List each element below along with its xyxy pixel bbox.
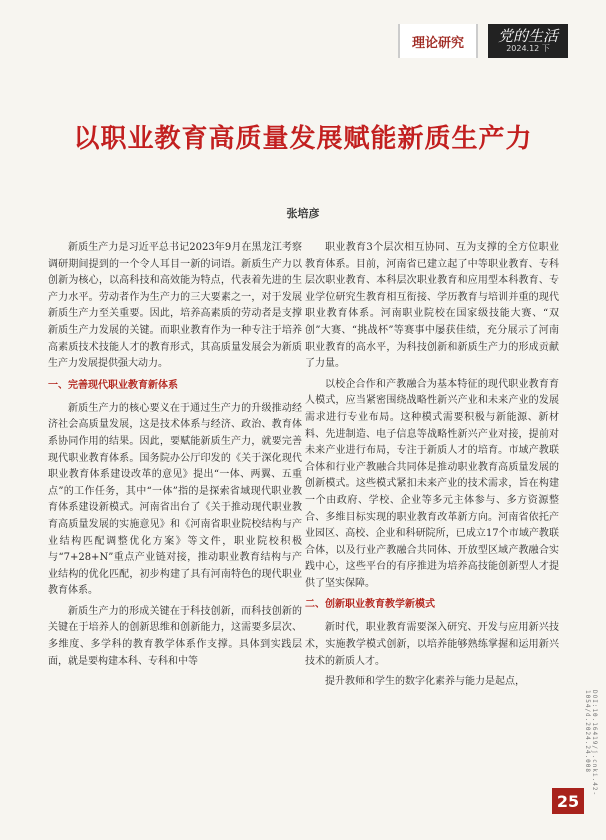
- paragraph: 以校企合作和产教融合为基本特征的现代职业教育育人模式，应当紧密围绕战略性新兴产业和未来产业的发展需求进行专业布局。这种模式需要积极与新能源、新材料、先进制造、电子信息等战略性新兴产业对接，提前对未来产业进行布局，专注于新质人才的培育。市域产教联合体和行业产教融合共同体是推动职业教育高质量发展的创新模式。这些模式紧扣未来产业的技术需求，旨在构建一个由政府、学校、企业等多元主体参与、多方资源整合、多维目标实现的职业教育改革新方向。河南省依托产业园区、高校、企业和科研院所，已成立17个市域产教联合体，以及行业产教融合共同体、开放型区域产教融合实践中心，这些平台的有序推进为培养高技能创新型人才提供了坚实保障。: [305, 378, 559, 589]
- paragraph: 新时代，职业教育需要深入研究、开发与应用新兴技术，实施教学模式创新，以培养能够熟练掌握和运用新兴技术的新质人才。: [305, 622, 559, 667]
- article-author: 张培彦: [286, 207, 320, 220]
- right-column: [305, 240, 559, 695]
- article-title: 以职业教育高质量发展赋能新质生产力: [73, 124, 533, 154]
- side-code: DOI:10.16419/j.cnki.42-1054/d.2024.24.008: [584, 690, 598, 797]
- section-heading: 一、完善现代职业教育新体系: [48, 379, 178, 391]
- page-header: [398, 24, 568, 58]
- issue-label: 2024.12 下: [506, 44, 550, 53]
- paragraph: 新质生产力是习近平总书记2023年9月在黑龙江考察调研期间提到的一个令人耳目一新的词语。新质生产力以创新为核心，以高科技和高效能为特点，代表着先进的生产力水平。劳动者作为生产力的三大要素之一，对于发展新质生产力至关重要。因此，培养高素质的劳动者是支撑新质生产力发展的关键。而职业教育作为一种专注于培养高素质技术技能人才的教育形式，其高质量发展会为新质生产力发展提供强大动力。: [48, 242, 302, 370]
- paragraph: 新质生产力的核心要义在于通过生产力的升级推动经济社会高质量发展，这是技术体系与经济、政治、教育体系协同作用的结果。因此，要赋能新质生产力，就要完善现代职业教育体系。国务院办公厅印发的《关于深化现代职业教育体系建设改革的意见》提出“一体、两翼、五重点”的工作任务，其中“一体”指的是探索省域现代职业教育体系建设新模式。河南省出台了《关于推动现代职业教育高质量发展的实施意见》和《河南省职业院校结构与产业结构匹配调整优化方案》等文件，职业院校积极与“7+28+N”重点产业链对接，推动职业教育结构与产业结构的优化匹配，初步构建了具有河南特色的现代职业教育体系。: [48, 402, 302, 597]
- magazine-logo: [488, 24, 568, 58]
- paragraph: 职业教育3个层次相互协同、互为支撑的全方位职业教育体系。目前，河南省已建立起了中等职业教育、专科层次职业教育、本科层次职业教育和应用型本科教育、专业学位研究生教育相互衔接、学历教育与培训并重的现代职业教育体系。河南职业院校在国家级技能大赛、“双创”大赛、“挑战杯”等赛事中屡获佳绩，充分展示了河南职业教育的高水平，为科技创新和新质生产力的形成贡献了力量。: [305, 242, 559, 370]
- paragraph: 新质生产力的形成关键在于科技创新，而科技创新的关键在于培养人的创新思维和创新能力，这需要多层次、多维度、多学科的教育教学体系作支撑。具体到实践层面，就是要构建本科、专科和中等: [48, 605, 302, 667]
- left-column: [48, 240, 302, 674]
- section-heading: 二、创新职业教育教学新模式: [305, 599, 435, 611]
- paragraph: 提升教师和学生的数字化素养与能力是起点，: [325, 676, 525, 688]
- page-number: 25: [552, 788, 584, 814]
- section-label: 理论研究: [398, 24, 478, 58]
- magazine-name: 党的生活: [497, 27, 558, 45]
